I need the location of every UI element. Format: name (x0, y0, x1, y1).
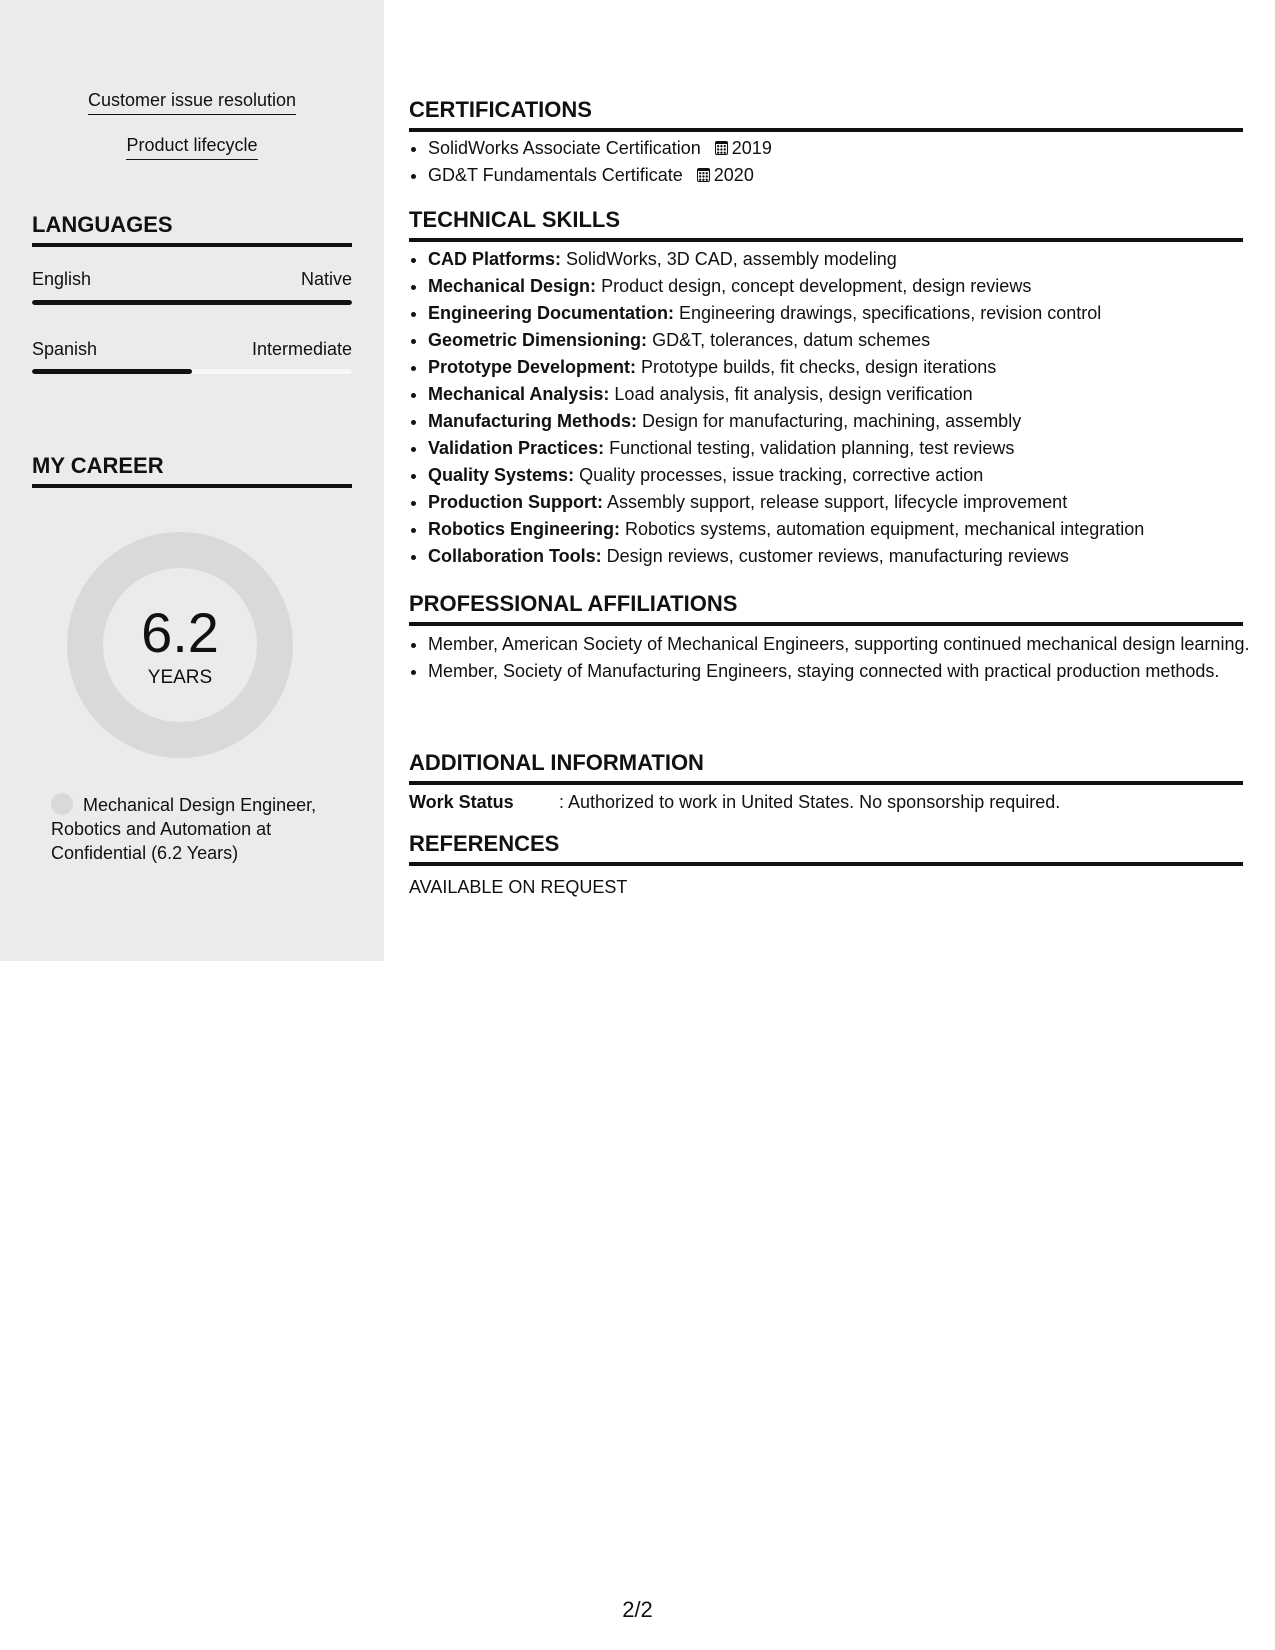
work-status-label: Work Status (409, 792, 514, 812)
skill-item (428, 462, 1262, 489)
skill-item (428, 381, 1262, 408)
certifications-heading: CERTIFICATIONS (409, 97, 1243, 132)
skill-category: CAD Platforms: (428, 249, 562, 269)
language-level: Intermediate (251, 339, 352, 359)
calendar-icon (697, 168, 710, 182)
skill-category: Geometric Dimensioning: (428, 330, 648, 350)
skill-category: Mechanical Analysis: (428, 384, 610, 404)
language-name: English (32, 269, 92, 289)
career-heading: MY CAREER (32, 453, 352, 488)
skill-item (428, 489, 1262, 516)
certifications-list (409, 135, 1262, 189)
skill-item (428, 435, 1262, 462)
language-row (32, 268, 352, 290)
skill-detail: Product design, concept development, design reviews (601, 276, 1032, 296)
skill-item (428, 543, 1262, 570)
sidebar (0, 0, 384, 961)
language-proficiency-bar (32, 369, 352, 374)
affiliations-list (409, 632, 1262, 686)
skill-detail: Design reviews, customer reviews, manufacturing reviews (606, 546, 1069, 566)
language-name: Spanish (32, 339, 98, 359)
skill-detail: Prototype builds, fit checks, design iterations (641, 357, 997, 377)
language-level: Native (300, 269, 352, 289)
language-proficiency-fill (32, 300, 352, 305)
language-row (32, 338, 352, 360)
certification-item (428, 162, 1262, 189)
technical-skills-list (409, 246, 1262, 570)
skill-category: Robotics Engineering: (428, 519, 621, 539)
affiliations-heading: PROFESSIONAL AFFILIATIONS (409, 591, 1243, 626)
work-status-row (409, 791, 1243, 813)
references-heading: REFERENCES (409, 831, 1243, 866)
skill-category: Collaboration Tools: (428, 546, 602, 566)
skill-detail: GD&T, tolerances, datum schemes (652, 330, 931, 350)
skill-detail: Engineering drawings, specifications, revision control (679, 303, 1102, 323)
skill-category: Quality Systems: (428, 465, 575, 485)
language-proficiency-fill (32, 369, 192, 374)
skill-item (428, 273, 1262, 300)
skill-detail: Quality processes, issue tracking, corrective action (579, 465, 984, 485)
affiliation-item: • Member, American Society of Mechanical Engineers, supporting continued mechanical design learning. (428, 632, 1262, 656)
skill-detail: Assembly support, release support, lifecycle improvement (607, 492, 1068, 512)
calendar-icon (715, 141, 728, 155)
additional-info-heading: ADDITIONAL INFORMATION (409, 750, 1243, 785)
technical-skills-heading: TECHNICAL SKILLS (409, 207, 1243, 242)
certification-year: 2020 (713, 165, 754, 185)
skill-category: Manufacturing Methods: (428, 411, 637, 431)
certification-year: 2019 (731, 138, 772, 158)
work-status-value: : Authorized to work in United States. No sponsorship required. (559, 792, 1061, 812)
certification-item (428, 135, 1262, 162)
skill-item (428, 354, 1262, 381)
page-number: 2/2 (622, 1597, 653, 1622)
references-text: AVAILABLE ON REQUEST (409, 877, 628, 897)
affiliation-item: • Member, Society of Manufacturing Engineers, staying connected with practical production methods. (428, 659, 1262, 683)
career-years-label: YEARS (147, 667, 213, 688)
languages-heading: LANGUAGES (32, 212, 352, 247)
skill-category: Production Support: (428, 492, 603, 512)
skill-item (428, 516, 1262, 543)
skill-detail: Robotics systems, automation equipment, mechanical integration (625, 519, 1145, 539)
skill-detail: Load analysis, fit analysis, design verification (614, 384, 973, 404)
skill-category: Validation Practices: (428, 438, 605, 458)
career-item-text: Mechanical Design Engineer, Robotics and Automation at Confidential (6.2 Years) (51, 795, 317, 863)
skill-category: Engineering Documentation: (428, 303, 675, 323)
language-proficiency-bar (32, 300, 352, 305)
skill-detail: Design for manufacturing, machining, assembly (642, 411, 1022, 431)
skill-tag: Product lifecycle (0, 134, 384, 160)
skill-category: Prototype Development: (428, 357, 637, 377)
skill-item (428, 246, 1262, 273)
skill-item (428, 300, 1262, 327)
skill-detail: SolidWorks, 3D CAD, assembly modeling (566, 249, 897, 269)
skill-item (428, 327, 1262, 354)
skill-tag: Customer issue resolution (0, 89, 384, 115)
certification-name: GD&T Fundamentals Certificate (428, 165, 683, 185)
career-total-years: 6.2 (141, 601, 219, 664)
career-item (51, 793, 341, 865)
career-legend-dot (51, 793, 73, 815)
skill-detail: Functional testing, validation planning, test reviews (609, 438, 1015, 458)
skill-category: Mechanical Design: (428, 276, 597, 296)
skill-item (428, 408, 1262, 435)
certification-name: SolidWorks Associate Certification (428, 138, 701, 158)
